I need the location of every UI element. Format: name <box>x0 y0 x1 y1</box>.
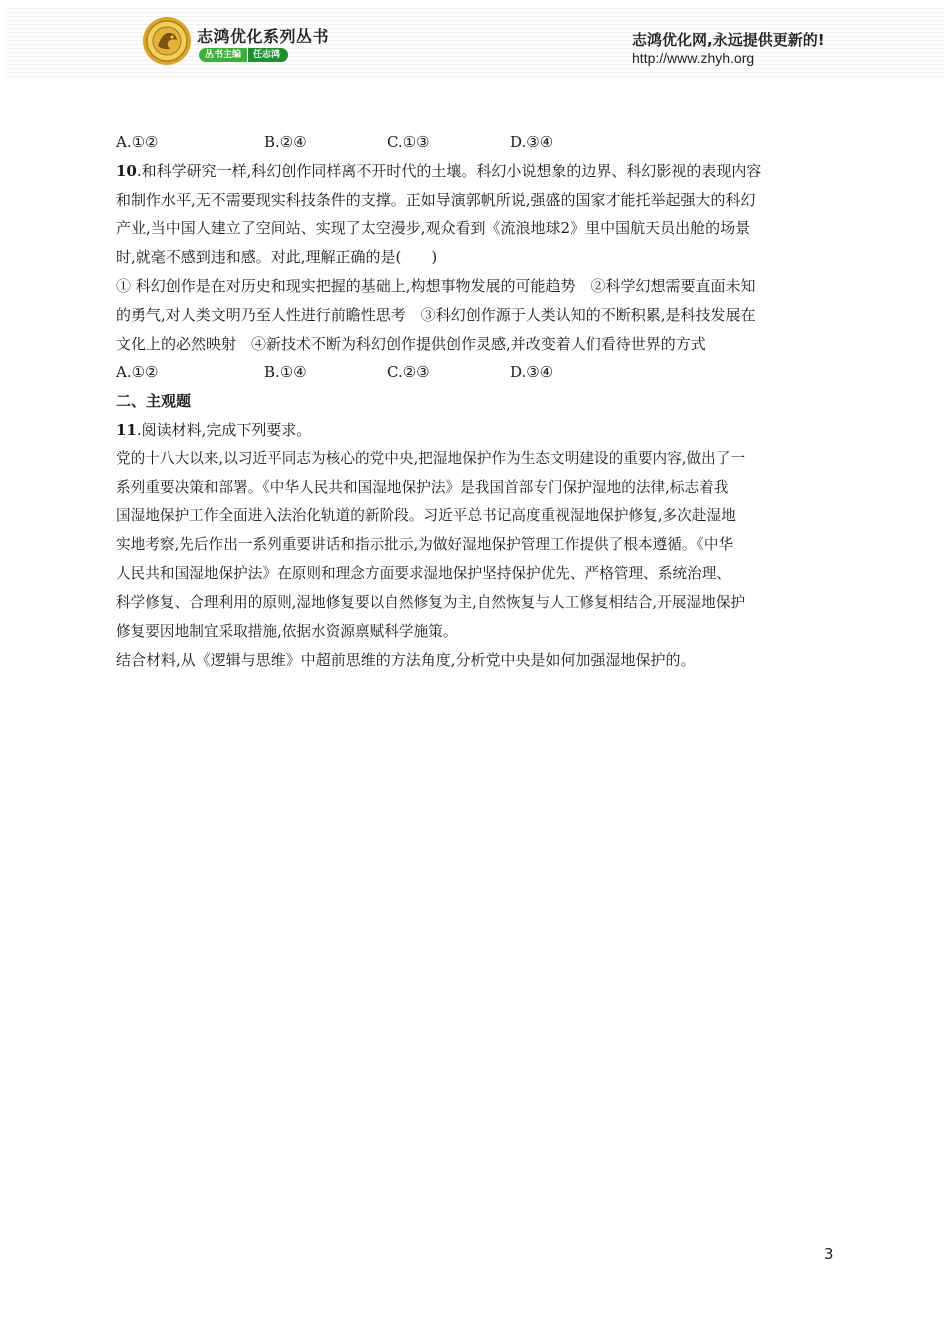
q10-line-2: 和制作水平,无不需要现实科技条件的支撑。正如导演郭帆所说,强盛的国家才能托举起强大的科幻 <box>116 190 756 209</box>
q10-option-c: C.②③ <box>387 363 430 382</box>
q10-line-4: 时,就毫不感到违和感。对此,理解正确的是( ) <box>116 248 438 267</box>
q11-number: 11 <box>116 420 137 439</box>
q11-material-line-7: 修复要因地制宜采取措施,依据水资源禀赋科学施策。 <box>116 622 458 640</box>
q11-material-line-2: 系列重要决策和部署。《中华人民共和国湿地保护法》是我国首部专门保护湿地的法律,标志着我 <box>116 478 729 496</box>
page-header <box>0 0 950 82</box>
editor-badge <box>199 48 288 62</box>
q10-line-3: 产业,当中国人建立了空间站、实现了太空漫步,观众看到《流浪地球2》里中国航天员出舱的场景 <box>116 219 751 238</box>
q10-option-a: A.①② <box>116 363 159 382</box>
section-title: 二、主观题 <box>116 392 192 411</box>
q11-material-line-3: 国湿地保护工作全面进入法治化轨道的新阶段。习近平总书记高度重视湿地保护修复,多次赴湿地 <box>116 507 736 525</box>
q11-material-line-5: 人民共和国湿地保护法》在原则和理念方面要求湿地保护坚持保护优先、严格管理、系统治理、 <box>116 564 732 582</box>
q10-statement-line-3: 文化上的必然映射 ④新技术不断为科幻创作提供创作灵感,并改变着人们看待世界的方式 <box>116 334 706 353</box>
editor-name: 任志鸿 <box>248 48 288 62</box>
editor-label: 丛书主编 <box>199 48 247 62</box>
q10-option-b: B.①④ <box>264 363 307 382</box>
q11-material-line-6: 科学修复、合理利用的原则,湿地修复要以自然修复为主,自然恢复与人工修复相结合,开展湿地保护 <box>116 593 746 611</box>
site-slogan: 志鸿优化网,永远提供更新的! <box>632 31 825 49</box>
document-body <box>116 128 834 675</box>
q9-option-a: A.①② <box>116 133 159 151</box>
q11-prompt-line <box>116 416 834 445</box>
seal-logo-icon <box>142 16 192 66</box>
q11-material-line-4: 实地考察,先后作出一系列重要讲话和指示批示,为做好湿地保护管理工作提供了根本遵循。《中华 <box>116 536 734 554</box>
q9-options <box>116 128 834 157</box>
site-url[interactable]: http://www.zhyh.org <box>632 50 755 66</box>
q10-statement-line-2: 的勇气,对人类文明乃至人性进行前瞻性思考 ③科幻创作源于人类认知的不断积累,是科技发展在 <box>116 305 756 324</box>
q9-option-c: C.①③ <box>387 133 430 151</box>
q9-option-b: B.②④ <box>264 133 307 151</box>
q10-text: .和科学研究一样,科幻创作同样离不开时代的土壤。科幻小说想象的边界、科幻影视的表现内容 <box>136 161 762 180</box>
q11-material-line-1: 党的十八大以来,以习近平同志为核心的党中央,把湿地保护作为生态文明建设的重要内容,做出了一 <box>116 449 746 467</box>
q10-number: 10 <box>116 161 137 180</box>
q10-options <box>116 358 834 387</box>
series-title: 志鸿优化系列丛书 <box>197 27 330 46</box>
q9-option-d: D.③④ <box>510 133 554 151</box>
q11-question: 结合材料,从《逻辑与思维》中超前思维的方法角度,分析党中央是如何加强湿地保护的。 <box>116 651 696 670</box>
q10-option-d: D.③④ <box>510 363 554 382</box>
q11-prompt: .阅读材料,完成下列要求。 <box>136 420 312 439</box>
page-number: 3 <box>824 1245 834 1263</box>
q10-statement-line-1: ① 科幻创作是在对历史和现实把握的基础上,构想事物发展的可能趋势 ②科学幻想需要直面未知 <box>116 276 756 295</box>
q10-line-1 <box>116 157 834 186</box>
